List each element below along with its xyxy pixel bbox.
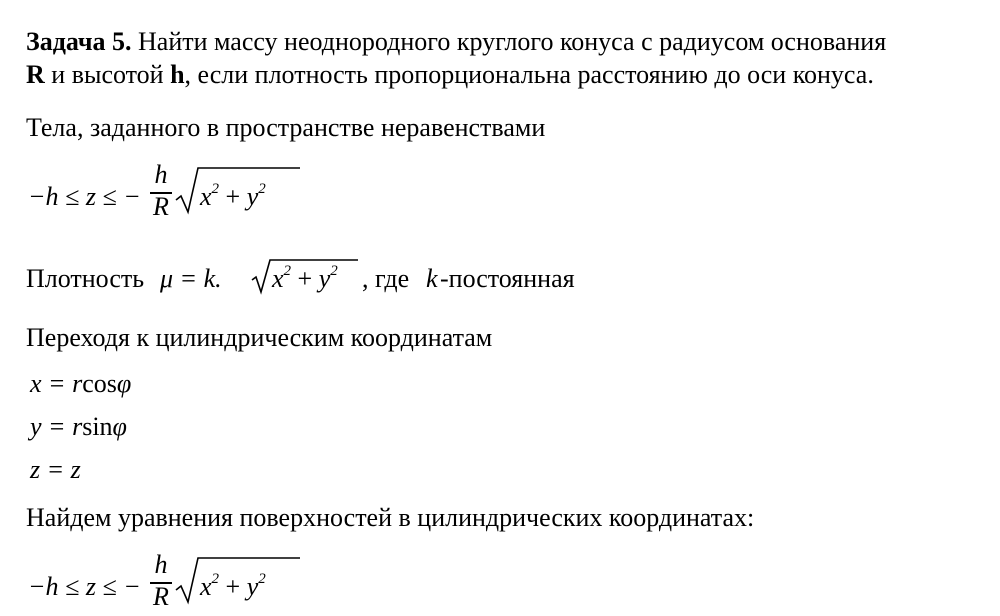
- fraction-numerator: h: [154, 550, 168, 579]
- phi-symbol: φ: [112, 412, 127, 441]
- density-label: Плотность: [26, 264, 145, 293]
- task-label: Задача 5.: [26, 27, 132, 56]
- radicand-y: y: [318, 264, 331, 293]
- task-text-1: Найти массу неоднородного круглого конуса с радиусом основания: [131, 27, 887, 56]
- radicand-x: x: [272, 264, 284, 293]
- radius-symbol: R: [26, 60, 45, 89]
- task-text-2: и высотой: [44, 60, 171, 89]
- exponent: 2: [283, 263, 292, 279]
- radicand-y: y: [246, 182, 259, 211]
- density-where: , где: [362, 264, 410, 293]
- body-text: Тела, заданного в пространстве неравенствами: [26, 113, 546, 142]
- phi-symbol: φ: [116, 369, 132, 398]
- equation-y: [30, 411, 127, 443]
- cos-function: cos: [82, 369, 117, 398]
- equation-z: z = z: [30, 455, 81, 484]
- density-line: [26, 254, 606, 298]
- inequality-formula-1: [26, 160, 326, 226]
- density-radicand: [272, 264, 338, 294]
- radicand-y: y: [246, 572, 259, 601]
- inequality-lhs: −h ≤ z ≤ −: [28, 182, 141, 211]
- cylindrical-intro: Переходя к цилиндрическим координатам: [26, 323, 493, 352]
- task-text-3: , если плотность пропорциональна расстоянию до оси конуса.: [184, 60, 874, 89]
- equation-y-lhs: y = r: [30, 412, 83, 441]
- plus-sign: +: [291, 264, 319, 293]
- sin-function: sin: [82, 412, 113, 441]
- task-line-1: [26, 26, 886, 58]
- radicand: [200, 182, 266, 212]
- density-constant: -постоянная: [440, 264, 575, 293]
- radicand-x: x: [200, 572, 212, 601]
- inequality-formula-2: [26, 550, 326, 616]
- fraction-numerator: h: [154, 160, 168, 189]
- fraction-denominator: R: [153, 582, 169, 611]
- height-symbol: h: [170, 60, 185, 89]
- plus-sign: +: [219, 572, 247, 601]
- density-mu: μ = k.: [160, 264, 222, 293]
- surfaces-text: Найдем уравнения поверхностей в цилиндрических координатах:: [26, 503, 755, 532]
- radicand: [200, 572, 266, 602]
- exponent: 2: [258, 181, 266, 197]
- inequality-lhs: −h ≤ z ≤ −: [28, 572, 141, 601]
- exponent: 2: [211, 571, 220, 587]
- plus-sign: +: [219, 182, 247, 211]
- fraction-denominator: R: [153, 192, 169, 221]
- equation-x-lhs: x = r: [30, 369, 83, 398]
- radicand-x: x: [200, 182, 212, 211]
- task-line-2: [26, 59, 874, 91]
- density-k: k: [426, 264, 438, 293]
- exponent: 2: [258, 571, 266, 587]
- equation-x: [30, 368, 131, 400]
- exponent: 2: [211, 181, 220, 197]
- exponent: 2: [330, 263, 338, 279]
